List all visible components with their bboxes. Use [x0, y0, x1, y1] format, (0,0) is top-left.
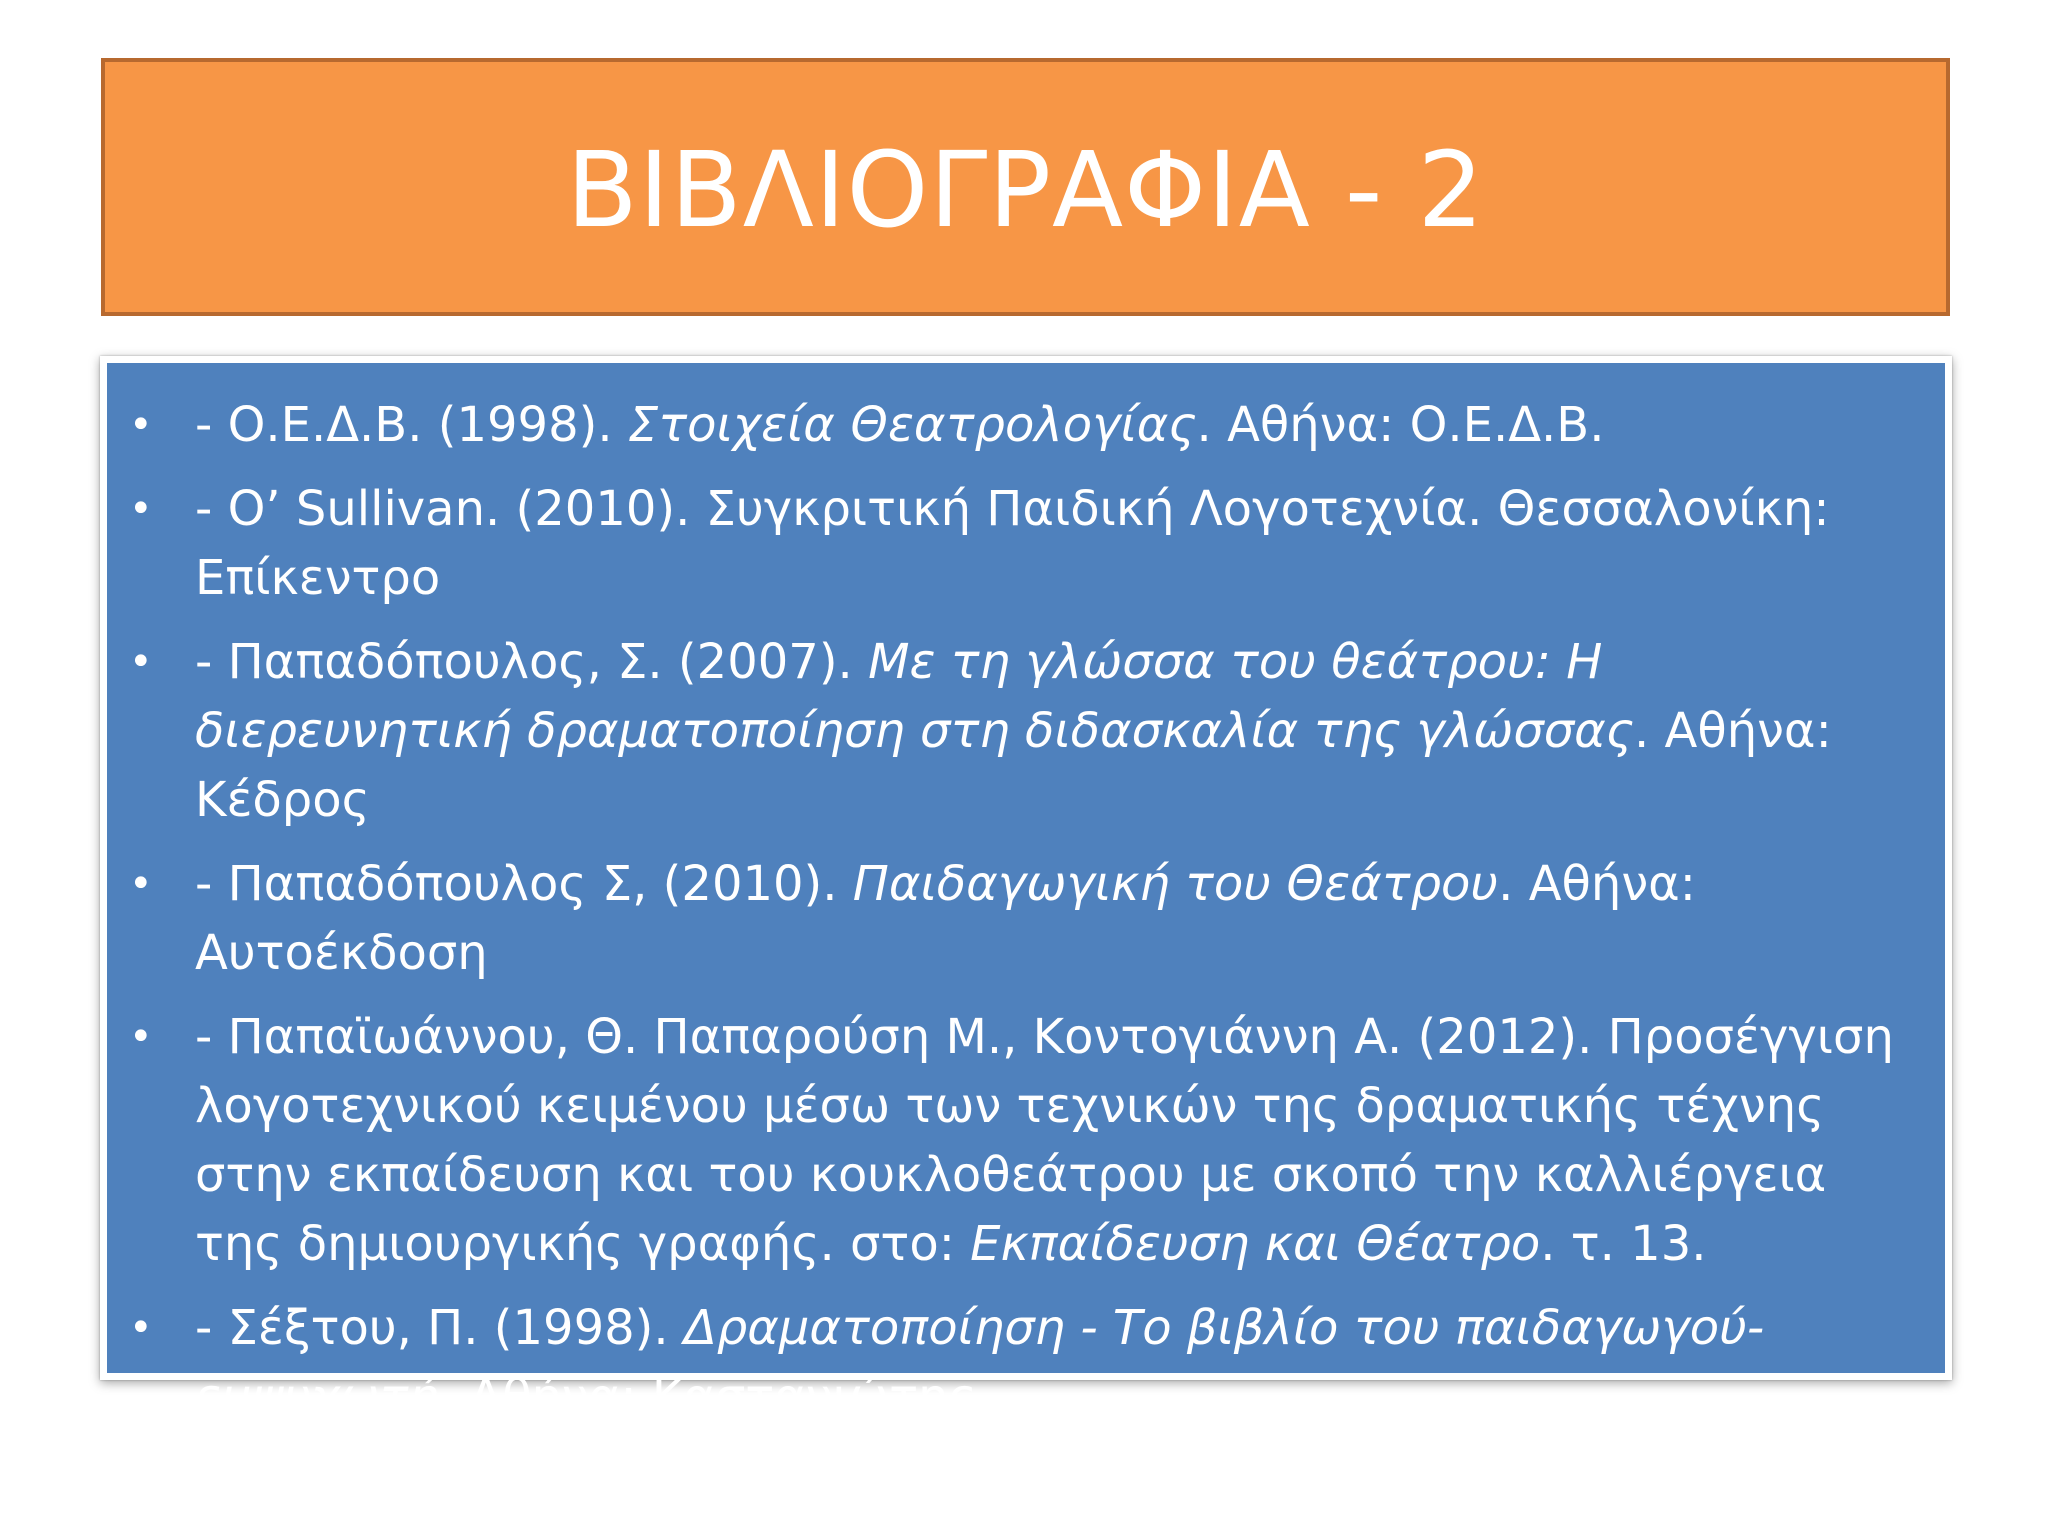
reference-title: Εκπαίδευση και Θέατρο	[970, 1216, 1541, 1272]
reference-text: - O’ Sullivan. (2010). Συγκριτική Παιδική Λογοτεχνία. Θεσσαλονίκη: Επίκεντρο	[195, 481, 1830, 606]
reference-list	[107, 363, 1945, 1432]
reference-text: - Σέξτου, Π. (1998).	[195, 1300, 684, 1356]
bullet-icon: •	[129, 639, 153, 685]
reference-item	[107, 628, 1925, 835]
slide-title: ΒΙΒΛΙΟΓΡΑΦΙΑ - 2	[566, 129, 1485, 251]
reference-title: Δραματοποίηση - Το βιβλίο του παιδαγωγού-εμψυχωτή	[195, 1300, 1765, 1425]
reference-item	[107, 1294, 1925, 1432]
reference-publisher: . Αθήνα: Καστανιώτης	[438, 1369, 977, 1425]
reference-publisher: . τ. 13.	[1540, 1216, 1707, 1272]
reference-item	[107, 850, 1925, 988]
reference-publisher: . Αθήνα: Ο.Ε.Δ.Β.	[1196, 397, 1605, 453]
reference-item	[107, 391, 1925, 460]
reference-text: - Παπαδόπουλος, Σ. (2007).	[195, 634, 869, 690]
reference-text: - Παπαϊωάννου, Θ. Παπαρούση Μ., Κοντογιάννη Α. (2012). Προσέγγιση λογοτεχνικού κειμένου μέσω των τεχνικών της δραματικής τέχνης στην εκπαίδευση και του κουκλοθεάτρου με σκοπό την καλλιέργεια της δημιουργικής γραφής. στο:	[195, 1009, 1894, 1272]
reference-publisher: . Αθήνα: Αυτοέκδοση	[195, 856, 1696, 981]
reference-publisher: . Αθήνα: Κέδρος	[195, 703, 1832, 828]
bibliography-panel	[100, 356, 1952, 1425]
reference-text: - Παπαδόπουλος Σ, (2010).	[195, 856, 853, 912]
title-banner	[101, 58, 1950, 316]
reference-title: Παιδαγωγική του Θεάτρου	[852, 856, 1499, 912]
reference-text: - Ο.Ε.Δ.Β. (1998).	[195, 397, 628, 453]
bullet-icon: •	[129, 861, 153, 907]
reference-title: Στοιχεία Θεατρολογίας	[627, 397, 1197, 453]
bullet-icon: •	[129, 1305, 153, 1351]
reference-title: Με τη γλώσσα του θεάτρου: Η διερευνητική δραματοποίηση στη διδασκαλία της γλώσσας	[195, 634, 1634, 759]
bullet-icon: •	[129, 486, 153, 532]
bullet-icon: •	[129, 1014, 153, 1060]
reference-item	[107, 475, 1925, 613]
bullet-icon: •	[129, 402, 153, 448]
reference-item	[107, 1003, 1925, 1279]
